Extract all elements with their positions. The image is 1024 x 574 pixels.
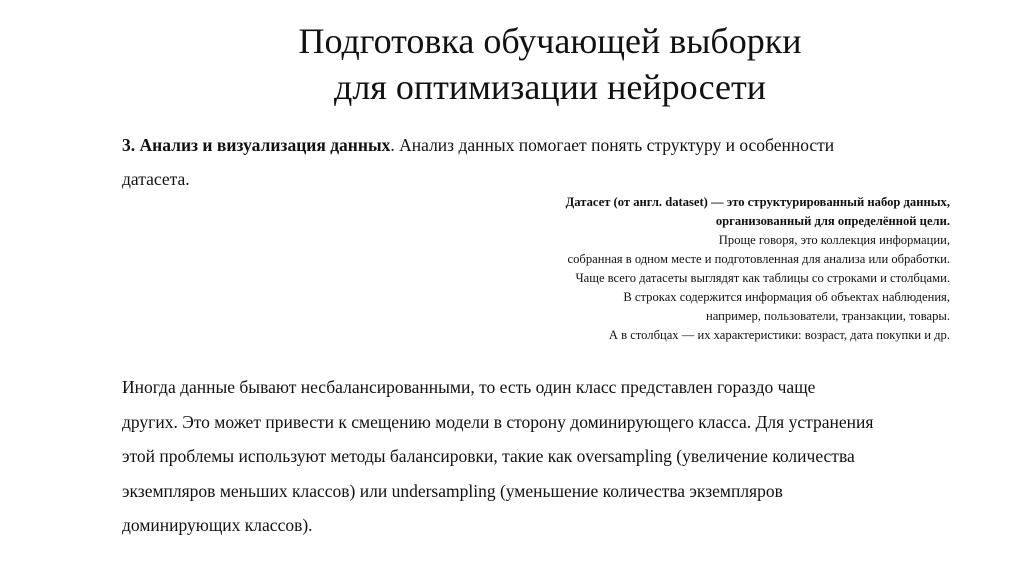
definition-line: А в столбцах — их характеристики: возраст, дата покупки и др. — [608, 328, 950, 342]
definition-bold-line-2: организованный для определённой цели. — [715, 214, 950, 228]
slide-title — [250, 18, 850, 110]
definition-line: например, пользователи, транзакции, товары. — [705, 309, 950, 323]
imbalance-paragraph — [122, 370, 942, 543]
paragraph-line: этой проблемы используют методы балансировки, такие как oversampling (увеличение количества — [122, 446, 855, 466]
paragraph-line: экземпляров меньших классов) или undersampling (уменьшение количества экземпляров — [122, 480, 783, 501]
definition-line: собранная в одном месте и подготовленная для анализа или обработки. — [567, 252, 950, 266]
section-intro-text-continued: датасета. — [122, 169, 190, 189]
definition-bold-line-1: Датасет (от англ. dataset) — это структурированный набор данных, — [565, 195, 950, 209]
definition-line: Проще говоря, это коллекция информации, — [718, 233, 950, 247]
paragraph-line: других. Это может привести к смещению модели в сторону доминирующего класса. Для устранения — [122, 411, 874, 432]
title-line-2: для оптимизации нейросети — [334, 67, 766, 107]
paragraph-line: Иногда данные бывают несбалансированными, то есть один класс представлен гораздо чаще — [122, 377, 816, 397]
dataset-definition — [430, 193, 950, 345]
paragraph-line: доминирующих классов). — [122, 515, 313, 535]
definition-line: В строках содержится информация об объектах наблюдения, — [623, 290, 950, 304]
title-line-1: Подготовка обучающей выборки — [298, 21, 802, 61]
section-heading: 3. Анализ и визуализация данных — [122, 135, 391, 155]
section-intro-text: . Анализ данных помогает понять структуру и особенности — [390, 135, 835, 155]
definition-line: Чаще всего датасеты выглядят как таблицы со строками и столбцами. — [575, 271, 950, 285]
section-intro-paragraph — [122, 128, 922, 196]
